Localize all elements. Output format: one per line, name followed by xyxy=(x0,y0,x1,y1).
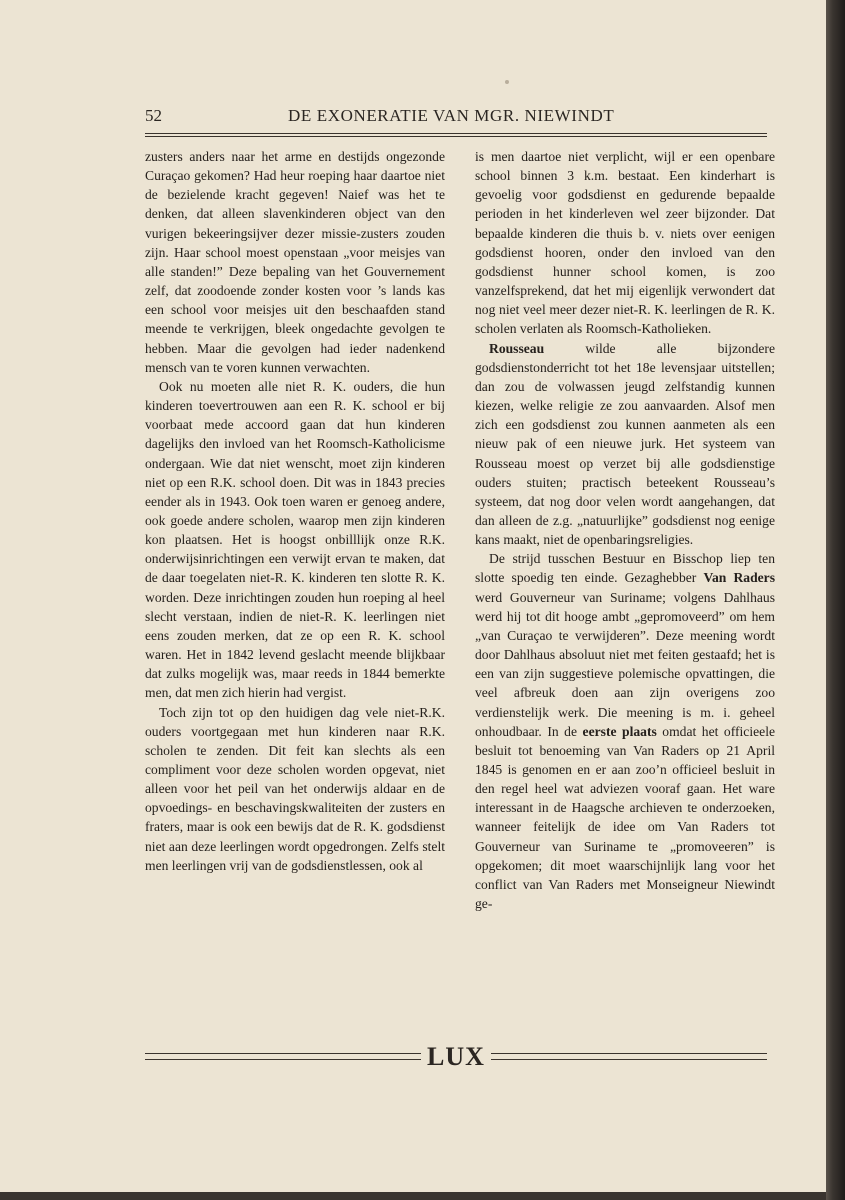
paragraph-text: werd Gouverneur van Suriname; volgens Dahlhaus werd hij tot dit hooge ambt „gepromoveerd” om hem „van Curaçao te verwijderen”. Deze meening wordt door Dahlhaus absoluut niet met feiten gestaafd; het is een van zijn suggestieve polemische opvattingen, die veel afbreuk doen aan zijn overigens zoo verdienstelijk werk. Die meening is m. i. geheel onhoudbaar. In de xyxy=(475,589,775,739)
paragraph: Toch zijn tot op den huidigen dag vele niet-R.K. ouders voortgegaan met hun kinderen naar R.K. scholen te zenden. Dit feit kan slechts als een compliment voor deze scholen worden opgevat, niet alleen voor het peil van het onderwijs aldaar en de opvoedings- en beschavingskwaliteiten der zusters en fraters, maar is ook een bewijs dat de R. K. godsdienst niet aan deze leerlingen wordt opgedrongen. Zelfs stelt men leerlingen vrij van de godsdienstlessen, ook al xyxy=(145,704,445,873)
paragraph: Ook nu moeten alle niet R. K. ouders, die hun kinderen toevertrouwen aan een R. K. school er bij voorbaat mede accoord gaan dat hun kinderen dagelijks den invloed van het Roomsch-Katholicisme ondergaan. Wie dat niet wenscht, moet zijn kinderen niet op een R.K. school doen. Dit was in 1843 precies eender als in 1943. Ook toen waren er genoeg andere, ook goede andere scholen, waarop men zijn kinderen kon plaatsen. Het is hoogst onbilllijk onze R.K. onderwijsinrichtingen een verwijt ervan te maken, dat de daar toegelaten niet-R. K. kinderen ten slotte R. K. worden. Deze inrichtingen zouden hun roeping al heel slecht verstaan, indien de niet-R. K. leerlingen niet eens zouden merken, dat ze op een R. K. school waren. Het in 1842 levend geslacht meende blijkbaar dat zulks mogelijk was, maar reeds in 1844 bemerkte men, dat men zich hierin had vergist. xyxy=(145,378,445,701)
footer-rule-right xyxy=(491,1053,767,1060)
running-title: DE EXONERATIE VAN MGR. NIEWINDT xyxy=(288,106,615,125)
right-column xyxy=(475,147,775,913)
paragraph-text: De strijd tusschen Bestuur en Bisschop liep ten slotte spoedig ten einde. Gezaghebber xyxy=(475,551,775,586)
paragraph xyxy=(475,339,775,550)
paragraph-text: omdat het officieele besluit tot benoeming van Van Raders op 21 April 1845 is genomen en er aan zoo’n officieel besluit in den regel heel wat adviezen vooraf gaan. Het ware interessant in de Haagsche archieven te onderzoeken, wanneer feitelijk de idee om Van Raders tot Gouverneur van Suriname te „promoveeren” is opgekomen; dit moet waarschijnlijk lang voor het conflict van Van Raders met Monseigneur Niewindt ge- xyxy=(475,723,775,912)
bold-name: Rousseau xyxy=(489,340,545,356)
paragraph: zusters anders naar het arme en destijds ongezonde Curaçao gekomen? Had heur roeping haar daartoe niet de bezielende kracht gegeven! Naief was het te denken, dat alleen slavenkinderen object van den vurigen bekeeringsijver dezer missie-zusters zouden zijn. Haar school moest openstaan „voor meisjes van alle standen!” Deze bepaling van het Gouvernement zelf, dat zoodoende zonder kosten voor ’s lands kas een school voor meisjes uit den beschaafden stand meende te verkrijgen, bleek ongedachte gevolgen te hebben. Maar die gevolgen had ieder nadenkend mensch van te voren kunnen verwachten. xyxy=(145,149,445,375)
footer xyxy=(145,1044,767,1070)
page-number: 52 xyxy=(145,106,162,125)
bold-phrase: eerste plaats xyxy=(582,723,657,739)
paragraph xyxy=(475,549,775,913)
bold-name: Van Raders xyxy=(703,570,776,586)
footer-rule-left xyxy=(145,1053,421,1060)
left-column xyxy=(145,147,445,875)
footer-mark: LUX xyxy=(427,1042,485,1071)
paragraph: is men daartoe niet verplicht, wijl er een openbare school binnen 3 k.m. bestaat. Een kinderhart is gevoelig voor godsdienst en gedurende bepaalde perioden in het kinderleven wel zeer bijzonder. Dat bepaalde kinderen die thuis b. v. niets over eenigen godsdienst hooren, onder den invloed van den godsdienst hunner school komen, is zoo vanzelfsprekend, dat het mij eigenlijk verwondert dat nog niet veel meer dezer niet-R. K. leerlingen de R. K. scholen verlaten als Roomsch-Katholieken. xyxy=(475,149,775,337)
header-rule xyxy=(145,133,767,137)
paragraph-text: wilde alle bijzondere godsdienstonderricht tot het 18e levensjaar uitstellen; dan zou de volwassen jeugd zelfstandig kunnen kiezen, welke religie ze zou aanvaarden. Alsof men zich een godsdienst zou kunnen aanmeten als een nieuw pak of een nieuwe jurk. Het systeem van Rousseau moest op verzet bij alle godsdienstige ouders stuiten; practisch beteekent Rousseau’s systeem, dat nog door velen wordt aangehangen, dat dan alleen de z.g. „natuurlijke” godsdienst nog eenige kans maakt, niet de openbaringsreligies. xyxy=(475,340,775,548)
running-head xyxy=(145,103,767,129)
page-edge-bottom xyxy=(0,1192,826,1200)
page-speck xyxy=(505,80,509,84)
page-edge xyxy=(826,0,845,1200)
